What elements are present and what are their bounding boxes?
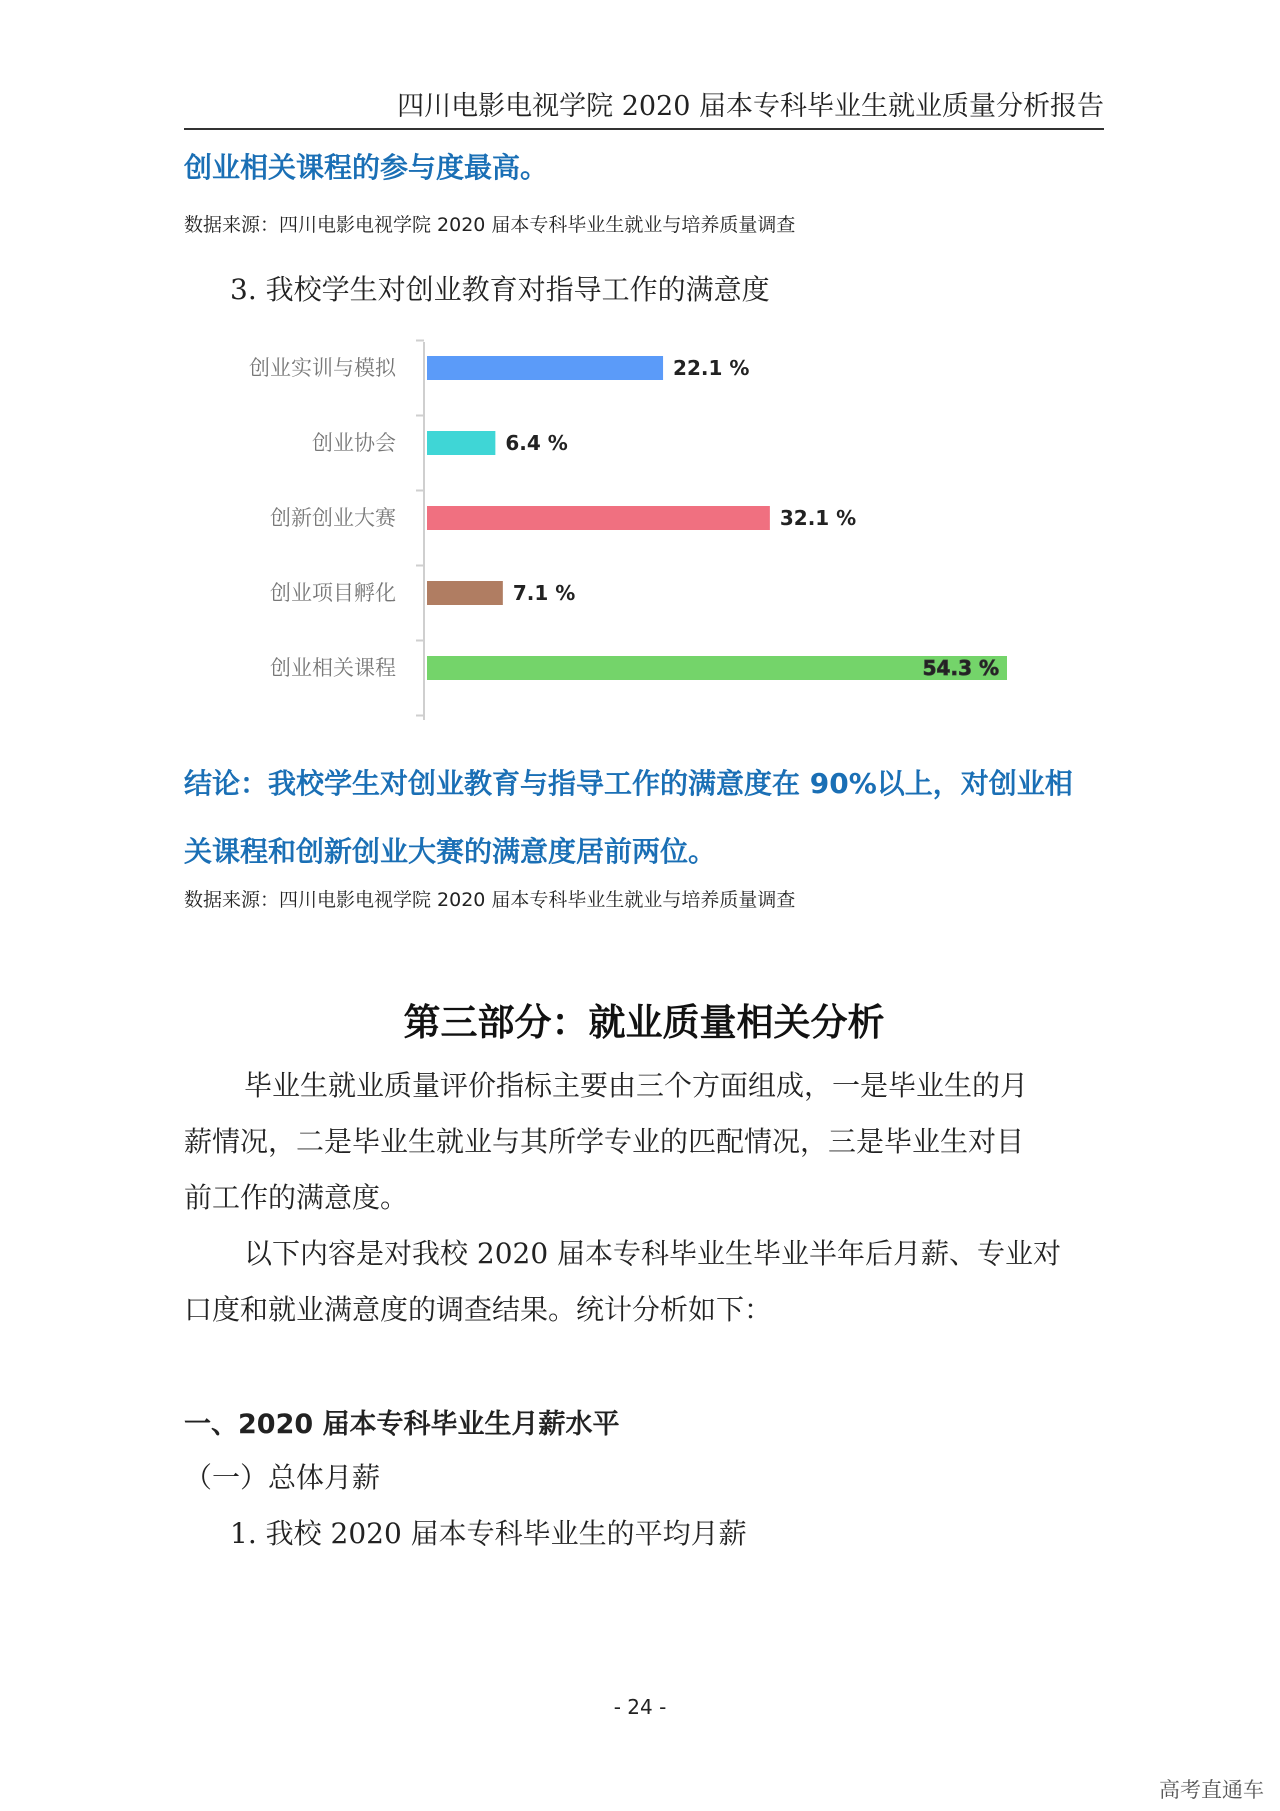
paragraph-1-line-1: 毕业生就业质量评价指标主要由三个方面组成，一是毕业生的月 [244,1069,1029,1102]
header-divider [184,128,1104,130]
category-label: 创新创业大赛 [270,506,396,530]
bars-group [249,356,1007,680]
satisfaction-bar-chart [184,330,1064,725]
value-label: 6.4 % [505,431,568,455]
paragraph-2-line-1: 以下内容是对我校 2020 届本专科毕业生毕业半年后月薪、专业对 [244,1237,1062,1270]
value-label: 32.1 % [779,506,857,530]
y-axis-ticks [416,341,424,716]
bar [427,431,495,455]
page-header-title: 四川电影电视学院 2020 届本专科毕业生就业质量分析报告 [397,91,1104,122]
category-label: 创业协会 [312,431,396,455]
bar [427,581,503,605]
value-label: 7.1 % [512,581,576,605]
chart-heading: 3. 我校学生对创业教育对指导工作的满意度 [230,273,770,306]
value-label: 22.1 % [673,356,750,380]
conclusion-line-2: 关课程和创新创业大赛的满意度居前两位。 [184,835,717,868]
value-label: 54.3 % [922,656,999,680]
conclusion-line-1: 结论：我校学生对创业教育与指导工作的满意度在 90%以上，对创业相 [184,767,1073,800]
data-source-note: 数据来源：四川电影电视学院 2020 届本专科毕业生就业与培养质量调查 [184,214,796,236]
data-source-note-2: 数据来源：四川电影电视学院 2020 届本专科毕业生就业与培养质量调查 [184,889,796,911]
bar [427,656,1007,680]
category-label: 创业项目孵化 [270,581,396,605]
bar [427,356,663,380]
category-label: 创业实训与模拟 [249,356,396,380]
subheading-overall-salary: （一）总体月薪 [184,1461,381,1494]
watermark-text: 高考直通车 [1159,1778,1264,1802]
page-number: - 24 - [613,1695,667,1719]
item-average-salary: 1. 我校 2020 届本专科毕业生的平均月薪 [230,1517,747,1550]
paragraph-1-line-3: 前工作的满意度。 [184,1181,409,1214]
category-label: 创业相关课程 [270,656,396,680]
paragraph-1-line-2: 薪情况，二是毕业生就业与其所学专业的匹配情况，三是毕业生对目 [184,1125,1025,1158]
bar [427,506,770,530]
section-title: 第三部分：就业质量相关分析 [403,1001,885,1044]
paragraph-2-line-2: 口度和就业满意度的调查结果。统计分析如下： [184,1293,773,1326]
heading-monthly-salary: 一、2020 届本专科毕业生月薪水平 [184,1409,620,1440]
conclusion-tail: 创业相关课程的参与度最高。 [184,151,549,184]
